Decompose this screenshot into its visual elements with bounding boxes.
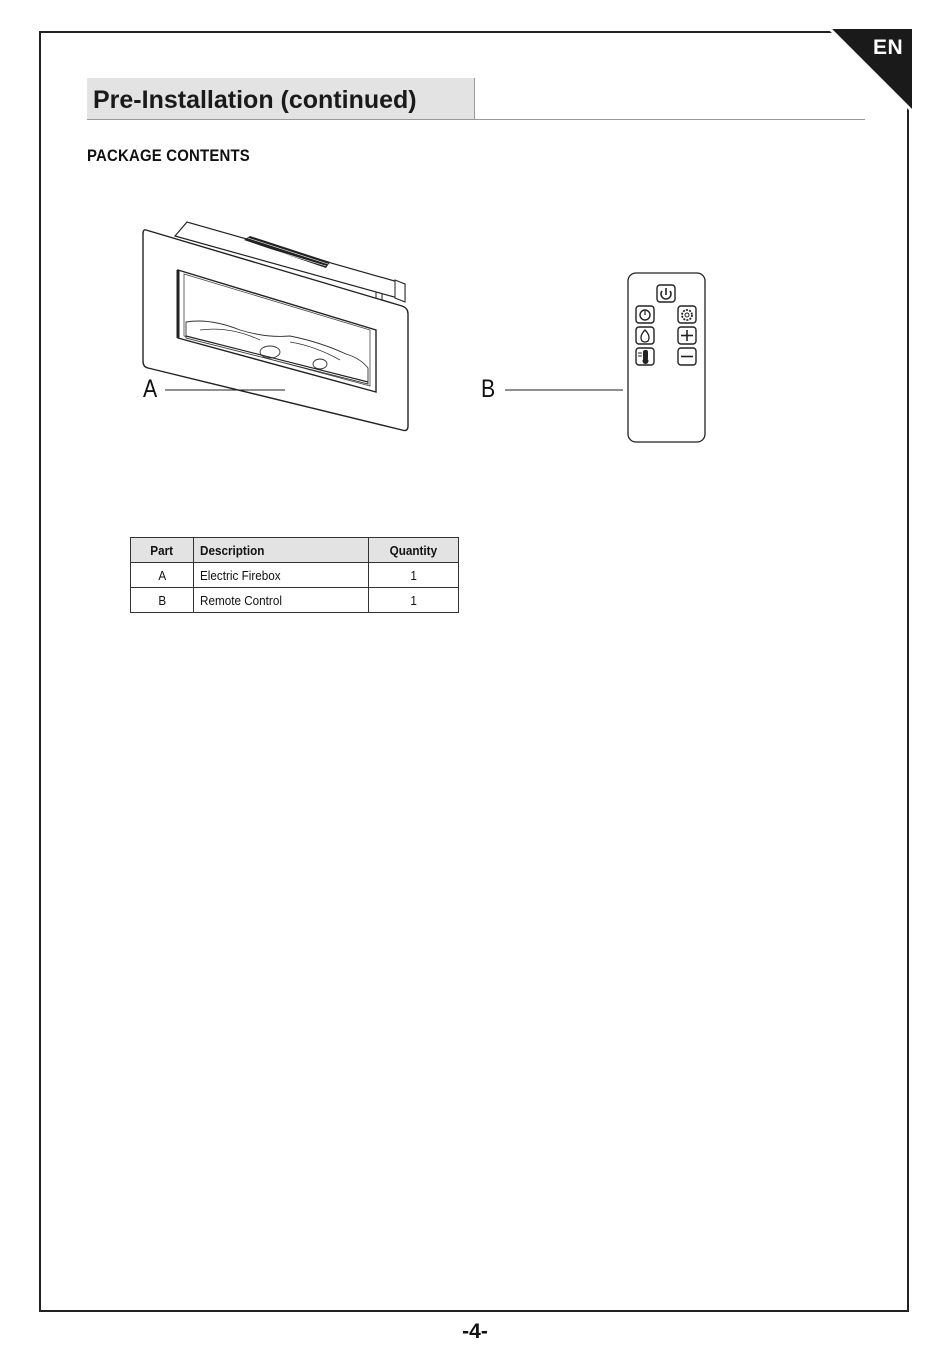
description-cell: Remote Control (194, 588, 369, 613)
quantity-cell: 1 (369, 588, 459, 613)
description-cell: Electric Firebox (194, 563, 369, 588)
part-cell: B (131, 588, 194, 613)
parts-table (130, 537, 459, 613)
section-heading: PACKAGE CONTENTS (87, 146, 250, 165)
remote-label: B (481, 375, 496, 403)
language-tab: EN (873, 36, 904, 59)
remote-leader-line (505, 387, 625, 393)
firebox-leader-line (165, 387, 290, 393)
page-number: -4- (462, 1320, 488, 1343)
table-header-row (131, 538, 459, 563)
column-header-part: Part (131, 538, 194, 563)
firebox-label: A (143, 375, 158, 403)
column-header-description: Description (194, 538, 369, 563)
quantity-cell: 1 (369, 563, 459, 588)
page-title-box (87, 78, 475, 120)
electric-firebox-illustration (140, 218, 415, 436)
part-cell: A (131, 563, 194, 588)
column-header-quantity: Quantity (369, 538, 459, 563)
page-title: Pre-Installation (continued) (93, 86, 417, 114)
table-row (131, 588, 459, 613)
table-row (131, 563, 459, 588)
remote-control-illustration (626, 271, 708, 445)
title-divider (87, 119, 865, 120)
